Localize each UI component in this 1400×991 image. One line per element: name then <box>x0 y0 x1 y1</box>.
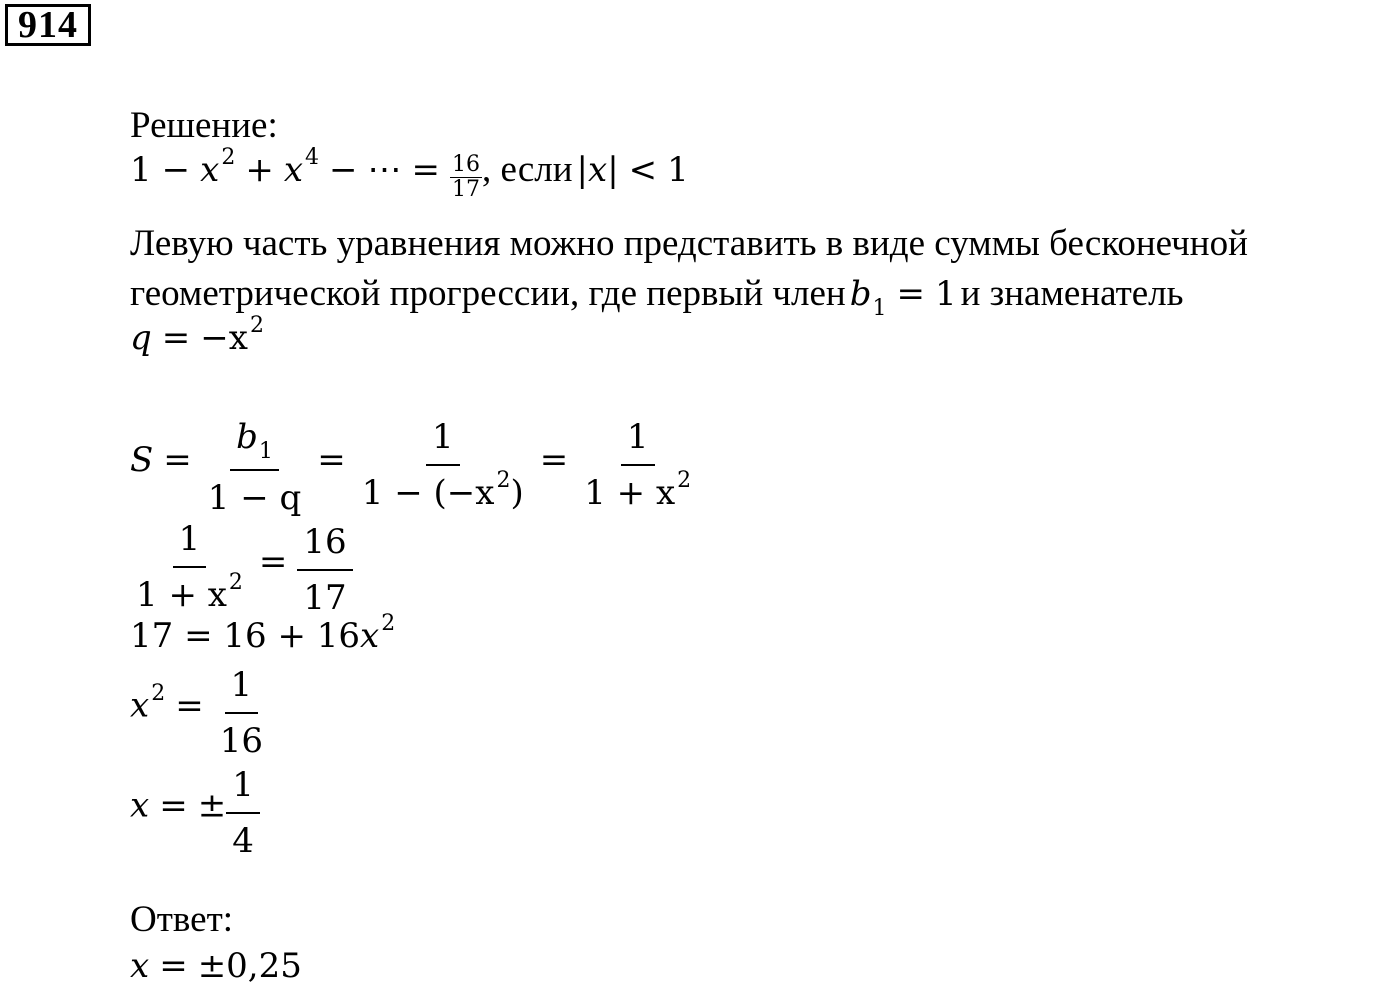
explanation-line-1: Левую часть уравнения можно представить в виде суммы бесконечной <box>130 223 1248 264</box>
equation: $\frac{1}{1 + x^2}$ = $\frac{16}{17}$ <box>130 512 353 627</box>
sum-fraction-3: $\frac{1}{1 + x^2}$ <box>578 410 697 525</box>
equation-lhs-fraction: $\frac{1}{1 + x^2}$ <box>130 512 249 627</box>
given-rhs-fraction: $\frac{16}{17}$ <box>452 151 481 202</box>
step-2: x2 = $\frac{1}{16}$ <box>130 658 269 768</box>
sum-fraction-1: $\frac{b_1}{1 - q}$ <box>202 410 308 525</box>
answer: x = ±0,25 <box>130 946 302 986</box>
step-3: x = ± $\frac{1}{4}$ <box>130 758 260 868</box>
explanation-line-2: геометрической прогрессии, где первый член b1 = 1 и знаменатель <box>130 273 1184 321</box>
equation-rhs-fraction: $\frac{16}{17}$ <box>297 515 352 625</box>
problem-number: 914 <box>5 4 91 46</box>
step-3-fraction: $\frac{1}{4}$ <box>226 758 260 868</box>
sum-fraction-2: $\frac{1}{1 - (-x^2)}$ <box>356 410 530 525</box>
step-1: 17 = 16 + 16x2 <box>130 611 396 656</box>
given-equation: 1 − x2 + x4 − ⋯ = $\frac{16}{17}$ , если |x| < 1 <box>130 145 689 202</box>
step-2-fraction: $\frac{1}{16}$ <box>214 658 269 768</box>
solution-label: Решение: <box>130 105 278 146</box>
sum-formula: S = $\frac{b_1}{1 - q}$ = $\frac{1}{1 - (-x^2)}$ = $\frac{1}{1 + x^2}$ <box>130 410 697 525</box>
explanation-line-3: q = −x2 <box>130 313 264 358</box>
answer-label: Ответ: <box>130 899 234 940</box>
